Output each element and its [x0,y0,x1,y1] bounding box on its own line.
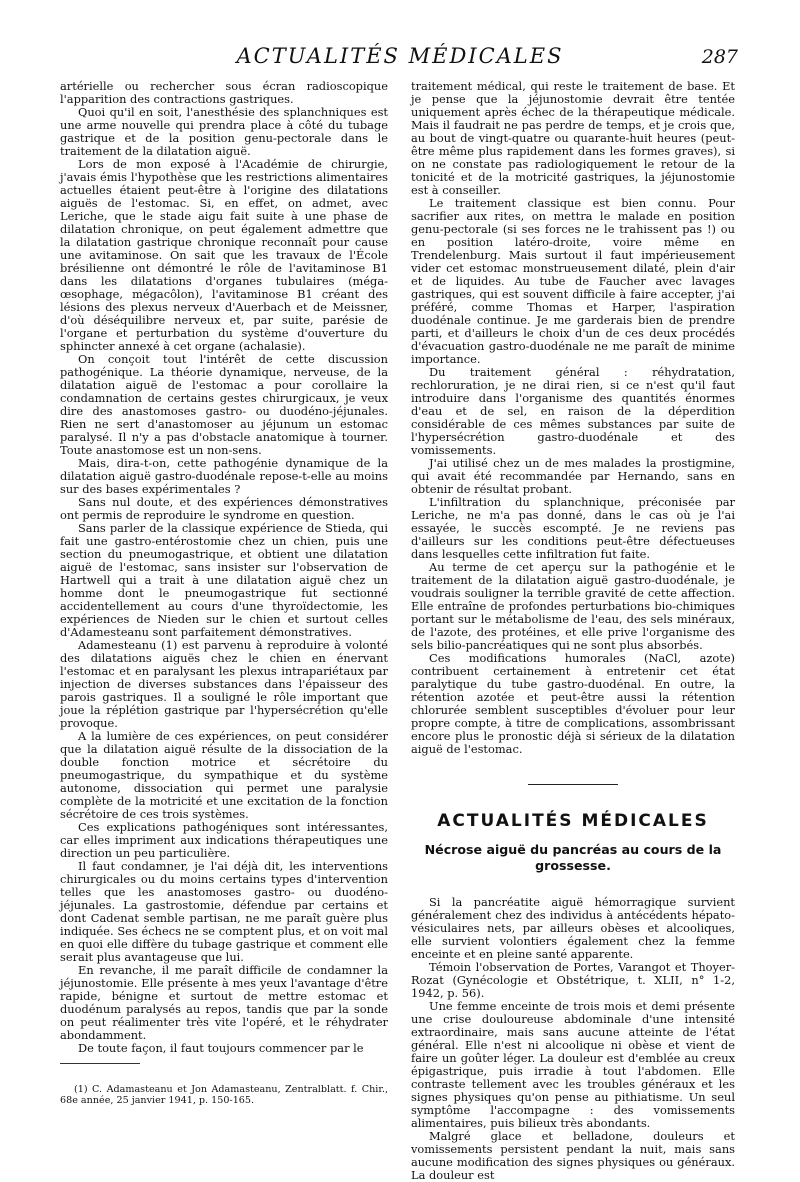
paragraph: Ces modifications humorales (NaCl, azote) contribuent certainement à entretenir cet état paralytique du tube gastro-duodénal. En outre, la rétention azotée et peut-être aussi la rétention chlorurée semblent susceptibles d'évoluer pour leur propre compte, à titre de complications, assombrissant encore plus le pronostic déjà si sérieux de la dilatation aiguë de l'estomac. [411,651,735,756]
footnote: (1) C. Adamasteanu et Jon Adamasteanu, Zentralblatt. f. Chir., 68e année, 25 janvier 1941, p. 150-165. [60,1084,388,1107]
paragraph: Sans nul doute, et des expériences démonstratives ont permis de reproduire le syndrome en question. [60,495,388,522]
paragraph: traitement médical, qui reste le traitement de base. Et je pense que la jéjunostomie devrait être tentée uniquement après échec de la thérapeutique médicale. Mais il faudrait ne pas perdre de temps, et je crois que, au bout de vingt-quatre ou quarante-huit heures (peut-être même plus rapidement dans les formes graves), si on ne constate pas radiologiquement le retour de la tonicité et de la motricité gastriques, la jéjunostomie est à conseiller. [411,79,735,197]
paragraph: Quoi qu'il en soit, l'anesthésie des splanchniques est une arme nouvelle qui prendra place à côté du tubage gastrique et de la position genu-pectorale dans le traitement de la dilatation aiguë. [60,105,388,158]
paragraph: Ces explications pathogéniques sont intéressantes, car elles impriment aux indications thérapeutiques une direction un peu particulière. [60,820,388,860]
paragraph: Témoin l'observation de Portes, Varangot et Thoyer-Rozat (Gynécologie et Obstétrique, t. XLII, n° 1-2, 1942, p. 56). [411,960,735,1000]
paragraph: De toute façon, il faut toujours commencer par le [78,1041,364,1055]
paragraph: Si la pancréatite aiguë hémorragique survient généralement chez des individus à antécédents hépato-vésiculaires nets, par ailleurs obèses et alcooliques, elle survient volontiers également chez la femme enceinte et en pleine santé apparente. [411,895,735,961]
paragraph: Du traitement général : réhydratation, rechloruration, je ne dirai rien, si ce n'est qu'il faut introduire dans l'organisme des quantités énormes d'eau et de sel, en raison de la déperdition considérable de ces mêmes substances par suite de l'hypersécrétion gastro-duodénale et des vomissements. [411,365,735,457]
paragraph: Une femme enceinte de trois mois et demi présente une crise douloureuse abdominale d'une intensité extraordinaire, mais sans aucune atteinte de l'état général. Elle n'est ni alcoolique ni obèse et vient de faire un goûter léger. La douleur est d'emblée au creux épigastrique, puis irradie à tout l'abdomen. Elle contraste tellement avec les troubles généraux et les signes physiques qu'on pense au pithiatisme. Un seul symptôme l'accompagne : des vomissements alimentaires, puis bilieux très abondants. [411,999,735,1130]
left-column [60,80,388,1107]
paragraph: En revanche, il me paraît difficile de condamner la jéjunostomie. Elle présente à mes yeux l'avantage d'être rapide, bénigne et surtout de mettre estomac et duodénum paralysés au repos, tandis que par la sonde on peut réalimenter très vite l'opéré, et le réhydrater abondamment. [60,963,388,1042]
paragraph: On conçoit tout l'intérêt de cette discussion pathogénique. La théorie dynamique, nerveuse, de la dilatation aiguë de l'estomac a pour corollaire la condamnation de certains gestes chirurgicaux, je veux dire des anastomoses gastro- ou duodéno-jéjunales. Rien ne sert d'anastomoser au jéjunum un estomac paralysé. Il n'y a pas d'obstacle anatomique à tourner. Toute anastomose est un non-sens. [60,352,388,457]
paragraph: Il faut condamner, je l'ai déjà dit, les interventions chirurgicales ou du moins certains types d'intervention telles que les anastomoses gastro- ou duodéno-jéjunales. La gastrostomie, défendue par certains et dont Cadenat semble partisan, ne me paraît guère plus indiquée. Ses échecs ne se comptent plus, et on voit mal en quoi elle diffère du tubage gastrique et comment elle serait plus avantageuse que lui. [60,859,388,964]
paragraph: A la lumière de ces expériences, on peut considérer que la dilatation aiguë résulte de la dissociation de la double fonction motrice et sécrétoire du pneumogastrique, du sympathique et du système autonome, dissociation qui permet une paralysie complète de la motricité et une excitation de la fonction sécrétoire de ces trois systèmes. [60,729,388,821]
paragraph: Le traitement classique est bien connu. Pour sacrifier aux rites, on mettra le malade en position genu-pectorale (si ses forces ne le trahissent pas !) ou en position latéro-droite, voire même en Trendelenburg. Mais surtout il faut impérieusement vider cet estomac monstrueusement dilaté, plein d'air et de liquides. Au tube de Faucher avec lavages gastriques, qui est souvent difficile à faire accepter, j'ai préféré, comme Thomas et Harper, l'aspiration duodénale continue. Je me garderais bien de prendre parti, et d'ailleurs le choix d'un de ces deux procédés d'évacuation gastro-duodénale ne me paraît de minime importance. [411,196,735,366]
paragraph: Lors de mon exposé à l'Académie de chirurgie, j'avais émis l'hypothèse que les restrictions alimentaires actuelles étaient peut-être à l'origine des dilatations aiguës de l'estomac. Si, en effet, on admet, avec Leriche, que le stade aigu fait suite à une phase de dilatation chronique, on peut également admettre que la dilatation gastrique chronique reconnaît pour cause une avitaminose. On sait que les travaux de l'École brésilienne ont démontré le rôle de l'avitaminose B1 dans les dilatations d'organes tubulaires (méga-œsophage, mégacôlon), l'avitaminose B1 créant des lésions des plexus nerveux d'Auerbach et de Meissner, d'où déséquilibre nerveux et, par suite, parésie de l'organe et perturbation du système d'ouverture du sphincter annexé à cet organe (achalasie). [60,157,388,353]
paragraph: Au terme de cet aperçu sur la pathogénie et le traitement de la dilatation aiguë gastro-duodénale, je voudrais souligner la terrible gravité de cette affection. Elle entraîne de profondes perturbations bio-chimiques portant sur le métabolisme de l'eau, des sels minéraux, de l'azote, des protéines, et elle prive l'organisme des sels bilio-pancréatiques qui ne sont plus absorbés. [411,560,735,652]
paragraph: Adamesteanu (1) est parvenu à reproduire à volonté des dilatations aiguës chez le chien en énervant l'estomac et en paralysant les plexus intrapariétaux par injection de diverses substances dans l'épaisseur des parois gastriques. Il a souligné le rôle important que joue la réplétion gastrique par l'hypersécrétion qu'elle provoque. [60,638,388,730]
section-title: ACTUALITÉS MÉDICALES [437,811,709,831]
paragraph: Sans parler de la classique expérience de Stieda, qui fait une gastro-entérostomie chez un chien, puis une section du pneumogastrique, et obtient une dilatation aiguë de l'estomac, sans insister sur l'observation de Hartwell qui a trait à une dilatation aiguë chez un homme dont le pneumogastrique fut sectionné accidentellement au cours d'une thyroïdectomie, les expériences de Nieden sur le chien et surtout celles d'Adamesteanu sont parfaitement démonstratives. [60,521,388,639]
running-title: ACTUALITÉS MÉDICALES [236,44,564,68]
article-title: Nécrose aiguë du pancréas au cours de la grossesse. [424,842,722,873]
page-number: 287 [701,46,738,68]
paragraph: Mais, dira-t-on, cette pathogénie dynamique de la dilatation aiguë gastro-duodénale repose-t-elle au moins sur des bases expérimentales ? [60,456,388,496]
paragraph: artérielle ou rechercher sous écran radioscopique l'apparition des contractions gastriques. [60,79,388,106]
running-header [0,44,800,74]
paragraph: Malgré glace et belladone, douleurs et vomissements persistent pendant la nuit, mais sans aucune modification des signes physiques ou généraux. La douleur est [411,1129,735,1182]
paragraph: J'ai utilisé chez un de mes malades la prostigmine, qui avait été recommandée par Hernando, sans en obtenir de résultat probant. [411,456,735,496]
right-column [411,80,735,1182]
paragraph: L'infiltration du splanchnique, préconisée par Leriche, ne m'a pas donné, dans le cas où je l'ai essayée, le succès escompté. Je ne reviens pas d'ailleurs sur les conditions peut-être défectueuses dans lesquelles cette infiltration fut faite. [411,495,735,561]
footnote-rule [60,1063,140,1064]
section-divider [528,784,618,785]
